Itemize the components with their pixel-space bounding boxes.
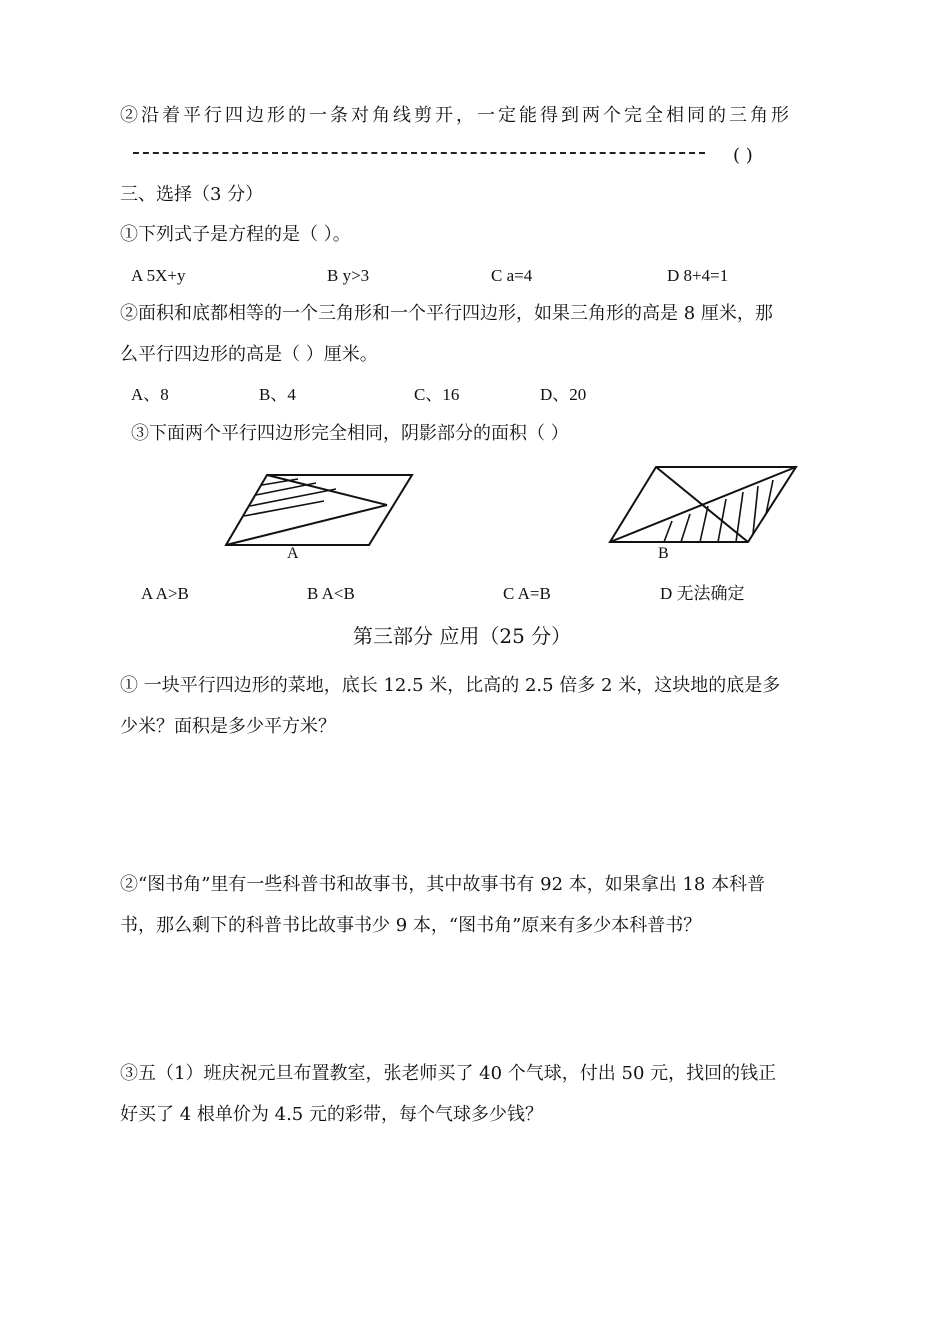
application-question-1-line2: 少米？面积是多少平方米？ (120, 716, 336, 737)
judge-question-2: ②沿着平行四边形的一条对角线剪开，一定能得到两个完全相同的三角形 (120, 105, 792, 126)
q2-option-d[interactable]: D、20 (540, 385, 587, 404)
q1-option-c[interactable]: C a=4 (491, 266, 533, 285)
figure-a-label: A (287, 545, 299, 562)
application-question-3-line1: ③五（1）班庆祝元旦布置教室，张老师买了 40 个气球，付出 50 元，找回的钱正 (120, 1063, 777, 1084)
section-title-choice: 三、选择（3 分） (120, 184, 264, 205)
choice-question-3: ③下面两个平行四边形完全相同，阴影部分的面积（ ） (131, 423, 569, 444)
parallelogram-figure-b (608, 464, 808, 550)
figure-b-label: B (658, 545, 669, 562)
choice-question-2-line1: ②面积和底都相等的一个三角形和一个平行四边形，如果三角形的高是 8 厘米，那 (120, 303, 773, 324)
q1-option-d[interactable]: D 8+4=1 (667, 266, 729, 285)
q1-option-a[interactable]: A 5X+y (131, 266, 186, 285)
q3-option-b[interactable]: B A<B (307, 584, 355, 603)
choice-question-2-line2: 么平行四边形的高是（ ）厘米。 (120, 344, 378, 365)
choice-question-1: ①下列式子是方程的是（ ）。 (120, 224, 351, 245)
judge-answer-blank[interactable]: ( ) (733, 145, 753, 166)
q1-option-b[interactable]: B y>3 (327, 266, 370, 285)
q2-option-a[interactable]: A、8 (131, 385, 169, 404)
q3-option-d[interactable]: D 无法确定 (660, 584, 745, 603)
parallelogram-figure-a (224, 471, 424, 557)
application-question-1-line1: ① 一块平行四边形的菜地，底长 12.5 米，比高的 2.5 倍多 2 米，这块地的底是多 (120, 675, 781, 696)
application-question-2-line1: ②“图书角”里有一些科普书和故事书，其中故事书有 92 本，如果拿出 18 本科普 (120, 874, 766, 895)
q3-option-a[interactable]: A A>B (141, 584, 189, 603)
application-question-2-line2: 书，那么剩下的科普书比故事书少 9 本，“图书角”原来有多少本科普书？ (120, 915, 702, 936)
answer-dash-line (133, 152, 705, 154)
q2-option-c[interactable]: C、16 (414, 385, 460, 404)
part-title-application: 第三部分 应用（25 分） (353, 624, 572, 648)
q2-option-b[interactable]: B、4 (259, 385, 296, 404)
application-question-3-line2: 好买了 4 根单价为 4.5 元的彩带，每个气球多少钱？ (120, 1104, 543, 1125)
q3-option-c[interactable]: C A=B (503, 584, 551, 603)
